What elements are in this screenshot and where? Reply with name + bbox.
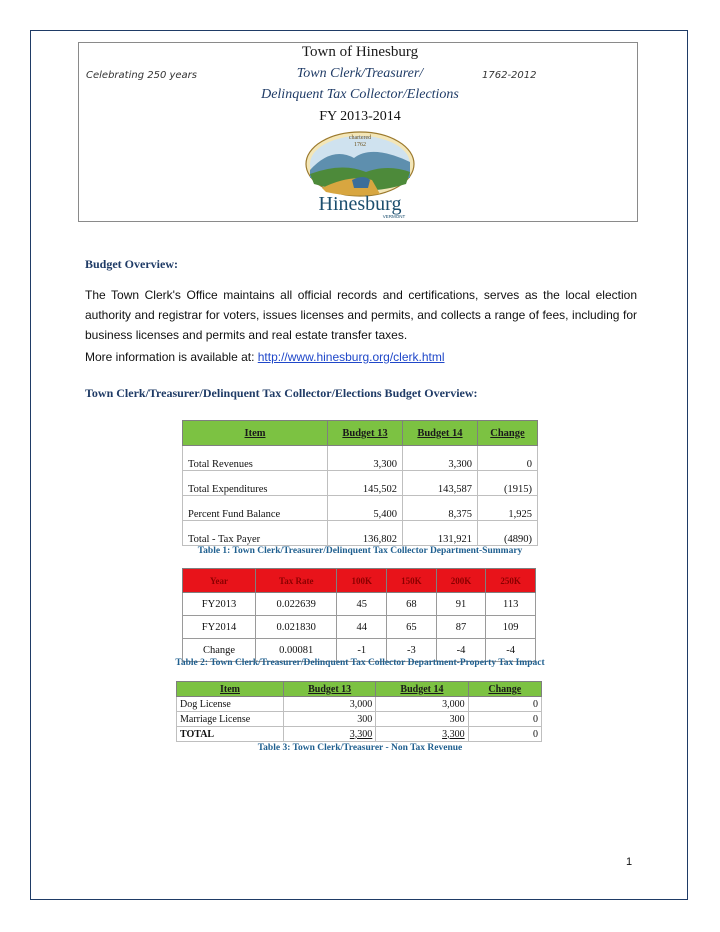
- table-cell: 68: [387, 593, 437, 616]
- clerk-page-link[interactable]: http://www.hinesburg.org/clerk.html: [257, 350, 445, 364]
- table-cell: 3,300: [376, 727, 468, 742]
- celebrating-text: Celebrating 250 years: [86, 70, 198, 81]
- tax-impact-table: [182, 568, 536, 662]
- table-cell: 65: [387, 616, 437, 639]
- department-budget-heading: Town Clerk/Treasurer/Delinquent Tax Collector/Elections Budget Overview:: [85, 386, 478, 400]
- table-cell: -4: [486, 639, 536, 662]
- table-header-cell: Budget 13: [284, 682, 376, 697]
- more-info-line: [85, 350, 445, 364]
- table-cell: Change: [183, 639, 256, 662]
- department-subtitle-line1: Town Clerk/Treasurer/: [296, 66, 424, 81]
- table-header-cell: Item: [177, 682, 284, 697]
- table-row: [183, 446, 538, 471]
- table-cell: 136,802: [328, 521, 403, 546]
- table-cell: 8,375: [402, 496, 477, 521]
- table-cell: 1,925: [477, 496, 537, 521]
- table-cell: 131,921: [402, 521, 477, 546]
- table-row: [183, 521, 538, 546]
- table-row: [177, 697, 542, 712]
- table-header-cell: 150K: [387, 569, 437, 593]
- table-cell: (4890): [477, 521, 537, 546]
- table2-caption: Table 2: Town Clerk/Treasurer/Delinquent Tax Collector Department-Property Tax Impact: [175, 658, 545, 668]
- table-row: [183, 593, 536, 616]
- table-header-cell: Tax Rate: [256, 569, 337, 593]
- table-cell: 113: [486, 593, 536, 616]
- fiscal-year: FY 2013-2014: [319, 109, 401, 124]
- more-info-text: More information is available at:: [85, 350, 258, 364]
- anniversary-dates: 1762-2012: [482, 70, 537, 81]
- table-header-cell: 200K: [436, 569, 486, 593]
- table-cell: 0.021830: [256, 616, 337, 639]
- table-header-row: [183, 569, 536, 593]
- table-row: [177, 712, 542, 727]
- budget-overview-paragraph: The Town Clerk's Office maintains all official records and certifications, serves as the local election authority and registrar for voters, issues licenses and permits, and collects a range of fees, including for business licenses and permits and real estate transfer taxes.: [85, 288, 637, 342]
- table-header-cell: Item: [183, 421, 328, 446]
- table-cell: -1: [337, 639, 387, 662]
- table-row: [183, 496, 538, 521]
- table-cell: Marriage License: [177, 712, 284, 727]
- table-cell: 300: [284, 712, 376, 727]
- table-cell: 3,300: [402, 446, 477, 471]
- table-cell: 109: [486, 616, 536, 639]
- table-cell: 0.022639: [256, 593, 337, 616]
- table-cell: 0.00081: [256, 639, 337, 662]
- table-cell: Total Revenues: [183, 446, 328, 471]
- table-cell: 3,000: [284, 697, 376, 712]
- table-row: [177, 727, 542, 742]
- table-cell: 3,300: [284, 727, 376, 742]
- table-cell: FY2014: [183, 616, 256, 639]
- non-tax-revenue-table: [176, 681, 542, 742]
- logo-chartered-text: chartered: [348, 135, 372, 141]
- table1-caption: Table 1: Town Clerk/Treasurer/Delinquent Tax Collector Department-Summary: [197, 546, 523, 556]
- summary-table: [182, 420, 538, 546]
- table-cell: Dog License: [177, 697, 284, 712]
- logo-name-text: Hinesburg: [318, 193, 402, 215]
- table-header-cell: Budget 14: [402, 421, 477, 446]
- budget-overview-heading: Budget Overview:: [85, 257, 178, 271]
- table-header-cell: Change: [468, 682, 541, 697]
- table-header-cell: Budget 14: [376, 682, 468, 697]
- logo-state-text: VERMONT: [382, 214, 406, 219]
- table-cell: Percent Fund Balance: [183, 496, 328, 521]
- table-cell: 91: [436, 593, 486, 616]
- table-header-cell: 250K: [486, 569, 536, 593]
- table-cell: 87: [436, 616, 486, 639]
- table-cell: 0: [468, 712, 541, 727]
- table-cell: 45: [337, 593, 387, 616]
- table-cell: TOTAL: [177, 727, 284, 742]
- table-row: [183, 616, 536, 639]
- table-cell: -4: [436, 639, 486, 662]
- table-header-row: [177, 682, 542, 697]
- table-header-cell: Year: [183, 569, 256, 593]
- table-cell: FY2013: [183, 593, 256, 616]
- hinesburg-logo: [302, 128, 418, 220]
- table-cell: 0: [477, 446, 537, 471]
- table-cell: 145,502: [328, 471, 403, 496]
- table-cell: 3,300: [328, 446, 403, 471]
- table-cell: Total Expenditures: [183, 471, 328, 496]
- table-header-cell: Budget 13: [328, 421, 403, 446]
- table-cell: 300: [376, 712, 468, 727]
- table-cell: 0: [468, 727, 541, 742]
- table-header-cell: Change: [477, 421, 537, 446]
- logo-year-text: 1762: [354, 142, 366, 148]
- table-cell: 5,400: [328, 496, 403, 521]
- table-cell: 143,587: [402, 471, 477, 496]
- table-cell: -3: [387, 639, 437, 662]
- page-number: 1: [626, 856, 633, 868]
- department-subtitle-line2: Delinquent Tax Collector/Elections: [261, 87, 459, 102]
- table-cell: 44: [337, 616, 387, 639]
- table-cell: Total - Tax Payer: [183, 521, 328, 546]
- table-cell: 3,000: [376, 697, 468, 712]
- table-cell: (1915): [477, 471, 537, 496]
- table-row: [183, 471, 538, 496]
- table3-caption: Table 3: Town Clerk/Treasurer - Non Tax Revenue: [257, 743, 463, 753]
- table-header-cell: 100K: [337, 569, 387, 593]
- table-cell: 0: [468, 697, 541, 712]
- table-header-row: [183, 421, 538, 446]
- town-title: Town of Hinesburg: [301, 44, 419, 60]
